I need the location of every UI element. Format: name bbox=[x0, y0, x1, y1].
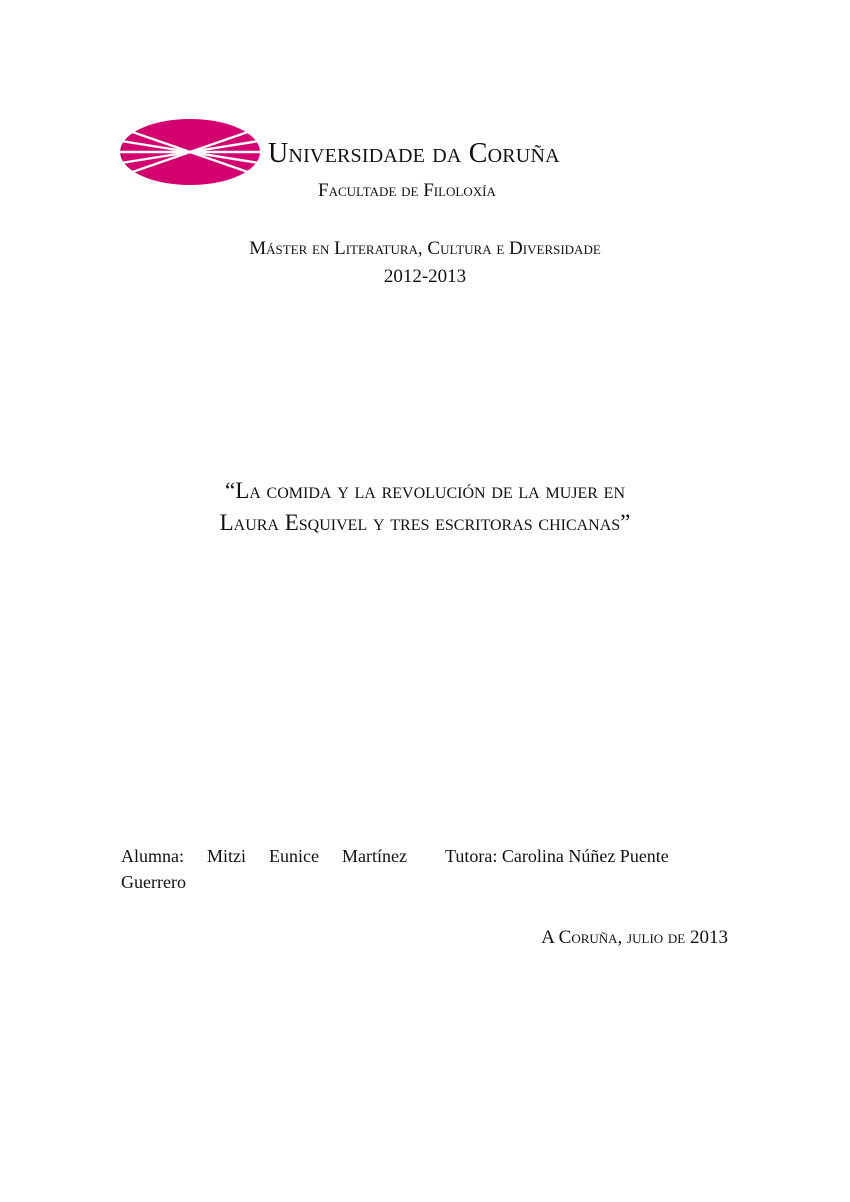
academic-years: 2012-2013 bbox=[383, 266, 467, 287]
student-line-1: Alumna: Mitzi Eunice Martínez bbox=[121, 846, 407, 866]
university-logo-icon bbox=[120, 118, 260, 186]
thesis-title bbox=[0, 475, 850, 539]
student-credit bbox=[121, 843, 407, 895]
faculty-name: Facultade de Filoloxía bbox=[318, 180, 496, 201]
thesis-title-line-1: “La comida y la revolución de la mujer en bbox=[224, 478, 625, 503]
thesis-title-line-2: Laura Esquivel y tres escritoras chicanas” bbox=[219, 510, 631, 535]
place-and-date: A Coruña, julio de 2013 bbox=[541, 927, 728, 948]
student-line-2: Guerrero bbox=[121, 872, 186, 892]
tutor-credit: Tutora: Carolina Núñez Puente bbox=[445, 846, 669, 866]
master-program: Máster en Literatura, Cultura e Diversidade bbox=[249, 238, 601, 259]
university-name: Universidade da Coruña bbox=[268, 138, 560, 169]
